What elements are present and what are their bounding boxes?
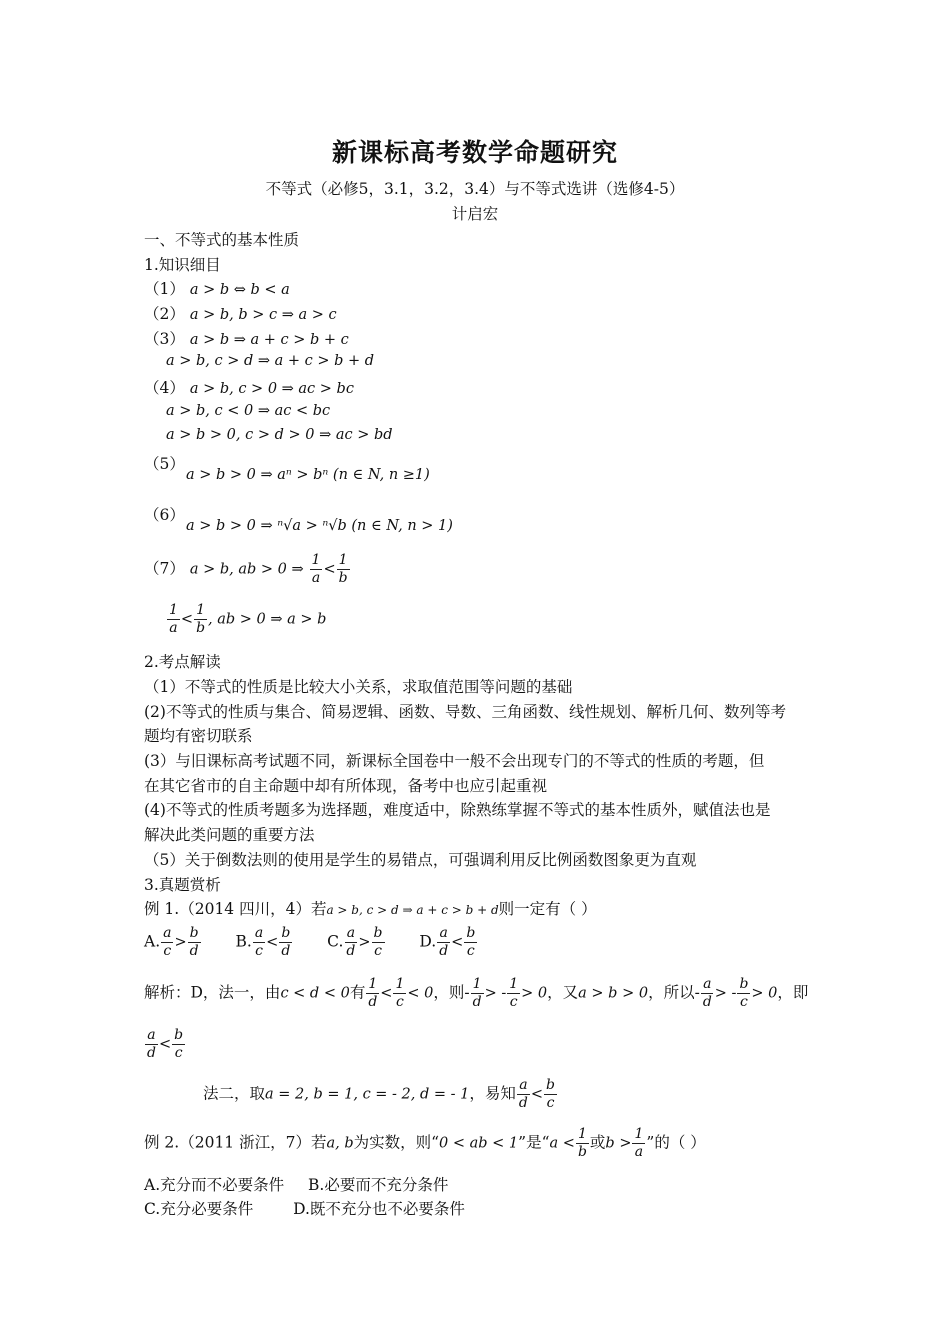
- option-a: A.充分而不必要条件: [144, 1176, 285, 1194]
- property-2: [144, 302, 337, 324]
- property-7b: $\frac{1}{a}$ < $\frac{1}{b}$ , ab > 0 ⇒ a > b: [169, 602, 327, 636]
- option-a: A.: [144, 932, 161, 951]
- subsection-heading: 3.真题赏析: [144, 876, 221, 894]
- option-d: D.既不充分也不必要条件: [293, 1200, 465, 1218]
- property-4b: [166, 401, 330, 419]
- subsection-heading: 1.知识细目: [144, 256, 221, 274]
- point-4-cont: 解决此类问题的重要方法: [144, 826, 315, 844]
- item-number-6: （6）: [144, 506, 185, 524]
- example-1-solution: 解析：D，法一，由c < d < 0有 $\frac{1}{d}$ < $\frac{1}{c}$ < 0，则- $\frac{1}{d}$ > - $\frac{1}{c}$ > 0，又a > b > 0，所以- $\frac{a}{d}$ > - $\frac{b}{c}$ > 0，即: [144, 976, 809, 1010]
- option-b: B.: [235, 932, 252, 951]
- point-2: (2)不等式的性质与集合、简易逻辑、函数、导数、三角函数、线性规划、解析几何、数列等考: [144, 703, 786, 721]
- formula: a > b, c < 0 ⇒ ac < bc: [166, 403, 331, 419]
- document-subtitle: 不等式（必修5，3.1，3.2，3.4）与不等式选讲（选修4-5）: [265, 180, 685, 198]
- point-3: (3）与旧课标高考试题不同，新课标全国卷中一般不会出现专门的不等式的性质的考题，但: [144, 752, 765, 770]
- subsection-heading: 2.考点解读: [144, 653, 221, 671]
- item-number: （2）: [144, 305, 185, 323]
- item-number: （1）: [144, 280, 185, 298]
- example-1-solution-cont: $\frac{a}{d}$ < $\frac{b}{c}$: [147, 1027, 184, 1061]
- fraction: $\frac{1}{a}$: [169, 602, 178, 636]
- example-1-method-2: 法二，取a = 2, b = 1, c = - 2, d = - 1，易知 $\frac{a}{d}$ < $\frac{b}{c}$: [203, 1077, 555, 1111]
- property-7: （7） a > b, ab > 0 ⇒ $\frac{1}{a}$ < $\frac{1}{b}$: [144, 552, 348, 586]
- formula: , ab > 0 ⇒ a > b: [208, 611, 327, 628]
- option-d: D.: [419, 932, 437, 951]
- point-3-cont: 在其它省市的自主命题中却有所体现，备考中也应引起重视: [144, 777, 548, 795]
- property-1: [144, 277, 290, 299]
- fraction: $\frac{1}{b}$: [196, 602, 206, 636]
- formula: a > b, b > c ⇒ a > c: [189, 307, 337, 323]
- point-1: （1）不等式的性质是比较大小关系，求取值范围等问题的基础: [144, 678, 573, 696]
- property-4c: [166, 425, 393, 443]
- item-number: （3）: [144, 330, 185, 348]
- item-number: （4）: [144, 379, 185, 397]
- fraction: $\frac{1}{b}$: [338, 552, 348, 586]
- section-heading: 一、不等式的基本性质: [144, 231, 300, 249]
- formula: a > b, ab > 0 ⇒: [189, 561, 304, 578]
- property-5: [186, 465, 430, 483]
- formula: a > b, c > d ⇒ a + c > b + d: [166, 353, 375, 369]
- point-5: （5）关于倒数法则的使用是学生的易错点，可强调利用反比例函数图象更为直观: [144, 851, 697, 869]
- example-2-question: 例 2.（2011 浙江，7）若a, b为实数，则“0 < ab < 1”是“a < $\frac{1}{b}$ 或b > $\frac{1}{a}$ ”的（ ）: [144, 1126, 706, 1160]
- example-1-question: 例 1.（2014 四川，4）若a > b, c > d ⇒ a + c > b + d则一定有（ ）: [144, 900, 597, 918]
- property-6: [186, 516, 453, 534]
- formula: a > b ⇔ b < a: [189, 282, 290, 298]
- formula: a > b, c > 0 ⇒ ac > bc: [189, 381, 354, 397]
- option-c: C.充分必要条件: [144, 1200, 254, 1218]
- example-2-options-row-2: [144, 1197, 465, 1219]
- point-2-cont: 题均有密切联系: [144, 727, 253, 745]
- document-title: 新课标高考数学命题研究: [331, 138, 618, 167]
- option-c: C.: [327, 932, 344, 951]
- item-number: （7）: [144, 559, 185, 578]
- formula: a > b > 0 ⇒ ⁿ√a > ⁿ√b (n ∈ N, n > 1): [186, 518, 453, 534]
- example-1-options: A. $\frac{a}{c}$ > $\frac{b}{d}$ B. $\frac{a}{c}$ < $\frac{b}{d}$ C. $\frac{a}{d}$ > $\frac{b}{c}$ D. $\frac{a}{d}$ < $\frac{b}{c}$: [144, 925, 476, 959]
- formula: a > b > 0 ⇒ aⁿ > bⁿ (n ∈ N, n ≥1): [186, 467, 430, 483]
- option-b: B.必要而不充分条件: [308, 1176, 449, 1194]
- property-3b: [166, 351, 374, 369]
- formula: a > b > 0, c > d > 0 ⇒ ac > bd: [166, 427, 393, 443]
- property-3: [144, 327, 349, 349]
- example-2-options-row-1: [144, 1173, 448, 1195]
- property-4: [144, 376, 354, 398]
- fraction: $\frac{1}{a}$: [311, 552, 321, 586]
- item-number-5: （5）: [144, 455, 185, 473]
- point-4: (4)不等式的性质考题多为选择题，难度适中，除熟练掌握不等式的基本性质外，赋值法也是: [144, 801, 771, 819]
- formula: a > b ⇒ a + c > b + c: [189, 332, 349, 348]
- document-author: 计启宏: [451, 205, 499, 223]
